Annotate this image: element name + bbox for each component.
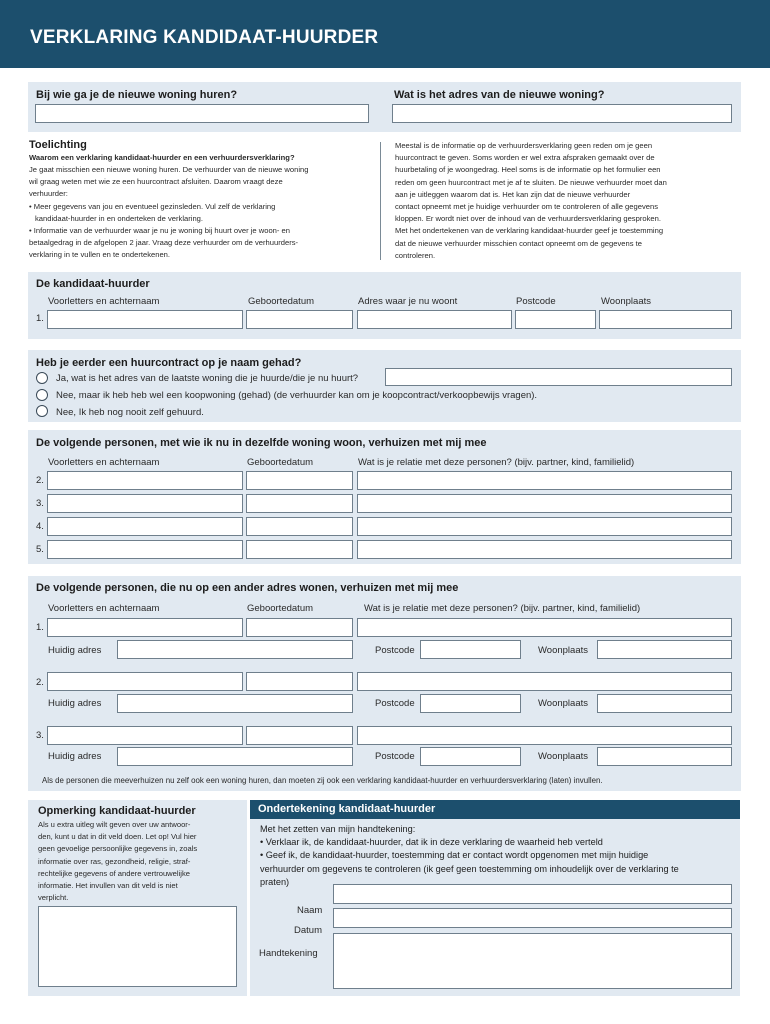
signature-name-label: Naam bbox=[297, 905, 323, 916]
other-person-city-field[interactable] bbox=[597, 640, 732, 659]
other-person-address-field[interactable] bbox=[117, 747, 353, 766]
other-col-name: Voorletters en achternaam bbox=[48, 603, 160, 614]
cohabitant-birthdate-field[interactable] bbox=[246, 494, 353, 513]
other-person-address-label: Huidig adres bbox=[48, 645, 102, 656]
toelichting-left-line: verklaring in te vullen en te ondertekenen. bbox=[29, 250, 170, 260]
cohabitant-relation-field[interactable] bbox=[357, 471, 732, 490]
other-person-relation-field[interactable] bbox=[357, 618, 732, 637]
cohabitant-relation-field[interactable] bbox=[357, 494, 732, 513]
previous-contract-never-radio[interactable] bbox=[36, 405, 48, 417]
new-landlord-field[interactable] bbox=[35, 104, 369, 123]
toelichting-right-line: dat de nieuwe verhuurder misschien contact opneemt om de gegevens te bbox=[395, 238, 642, 248]
other-person-name-field[interactable] bbox=[47, 726, 243, 745]
other-col-relation: Wat is je relatie met deze personen? (bijv. partner, kind, familielid) bbox=[364, 603, 641, 614]
cohabitants-col-name: Voorletters en achternaam bbox=[48, 457, 160, 468]
remark-line: verplicht. bbox=[38, 893, 69, 903]
other-person-city-label: Woonplaats bbox=[538, 698, 588, 709]
remark-line: informatie. Het invullen van dit veld is niet bbox=[38, 881, 178, 891]
column-divider bbox=[380, 142, 381, 260]
other-person-relation-field[interactable] bbox=[357, 672, 732, 691]
signature-line: Met het zetten van mijn handtekening: bbox=[260, 824, 416, 834]
other-person-birthdate-field[interactable] bbox=[246, 618, 353, 637]
remark-instructions bbox=[38, 819, 244, 904]
toelichting-subtitle: Waarom een verklaring kandidaat-huurder en een verhuurdersverklaring? bbox=[29, 153, 295, 162]
other-person-postcode-field[interactable] bbox=[420, 640, 521, 659]
page-title: VERKLARING KANDIDAAT-HUURDER bbox=[30, 27, 379, 48]
other-address-title: De volgende personen, die nu op een ander adres wonen, verhuizen met mij mee bbox=[36, 582, 459, 594]
toelichting-right-text bbox=[395, 140, 735, 262]
new-landlord-question: Bij wie ga je de nieuwe woning huren? bbox=[36, 89, 238, 101]
other-person-postcode-field[interactable] bbox=[420, 747, 521, 766]
toelichting-left-line: Je gaat misschien een nieuwe woning huren. De verhuurder van de nieuwe woning bbox=[29, 165, 309, 174]
remark-line: geen gevoelige persoonlijke gegevens in, zoals bbox=[38, 844, 198, 854]
cohabitant-name-field[interactable] bbox=[47, 540, 243, 559]
other-person-birthdate-field[interactable] bbox=[246, 726, 353, 745]
signature-label: Handtekening bbox=[259, 948, 318, 959]
toelichting-right-line: controleren. bbox=[395, 250, 436, 260]
remark-field[interactable] bbox=[38, 906, 237, 987]
kandidaat-postcode-field[interactable] bbox=[515, 310, 596, 329]
other-person-address-label: Huidig adres bbox=[48, 698, 102, 709]
signature-date-field[interactable] bbox=[333, 908, 732, 928]
other-person-postcode-label: Postcode bbox=[375, 698, 415, 709]
toelichting-right-line: kloppen. Er wordt niet over de inhoud van de verhuurdersverklaring gesproken. bbox=[395, 214, 661, 224]
previous-contract-title: Heb je eerder een huurcontract op je naam gehad? bbox=[36, 357, 302, 369]
other-person-address-label: Huidig adres bbox=[48, 751, 102, 762]
toelichting-left-line: betaalgedrag in de afgelopen 2 jaar. Vraag deze verhuurder om de verhuurders- bbox=[29, 238, 299, 248]
previous-contract-owner-radio[interactable] bbox=[36, 389, 48, 401]
cohabitant-name-field[interactable] bbox=[47, 494, 243, 513]
previous-contract-never-label: Nee, Ik heb nog nooit zelf gehuurd. bbox=[56, 407, 204, 418]
kandidaat-birthdate-field[interactable] bbox=[246, 310, 353, 329]
toelichting-right-line: huurbetaling of je woongedrag. Heel soms is de informatie op het formulier een bbox=[395, 165, 661, 175]
other-person-address-field[interactable] bbox=[117, 640, 353, 659]
row-number: 4. bbox=[36, 521, 44, 532]
other-person-postcode-label: Postcode bbox=[375, 645, 415, 656]
cohabitant-name-field[interactable] bbox=[47, 517, 243, 536]
toelichting-title: Toelichting bbox=[29, 139, 87, 151]
toelichting-left-line: wil graag weten met wie ze een huurcontract afsluiten. Daarom vraagt deze bbox=[29, 177, 283, 187]
kandidaat-col-address: Adres waar je nu woont bbox=[358, 296, 458, 307]
kandidaat-col-name: Voorletters en achternaam bbox=[48, 296, 160, 307]
previous-contract-owner-label: Nee, maar ik heb heb wel een koopwoning (gehad) (de verhuurder kan om je koopcontract/verkoopbewijs vragen). bbox=[56, 390, 538, 401]
remark-line: Als u extra uitleg wilt geven over uw antwoor- bbox=[38, 820, 191, 829]
remark-line: den, kunt u dat in dit veld doen. Let op! Vul hier bbox=[38, 832, 197, 842]
other-person-birthdate-field[interactable] bbox=[246, 672, 353, 691]
toelichting-left-line: • Meer gegevens van jou en eventueel gezinsleden. Vul zelf de verklaring bbox=[29, 201, 276, 211]
cohabitant-birthdate-field[interactable] bbox=[246, 471, 353, 490]
other-person-postcode-field[interactable] bbox=[420, 694, 521, 713]
other-address-note: Als de personen die meeverhuizen nu zelf ook een woning huren, dan moeten zij ook een verklaring kandidaat-huurder en verhuurdersverklaring (laten) invullen. bbox=[42, 776, 603, 785]
row-number: 5. bbox=[36, 544, 44, 555]
signature-field[interactable] bbox=[333, 933, 732, 989]
signature-date-label: Datum bbox=[294, 925, 322, 936]
other-person-postcode-label: Postcode bbox=[375, 751, 415, 762]
previous-address-field[interactable] bbox=[385, 368, 732, 386]
remark-line: informatie over ras, gezondheid, religie, straf- bbox=[38, 856, 191, 866]
other-person-city-label: Woonplaats bbox=[538, 751, 588, 762]
previous-contract-yes-label: Ja, wat is het adres van de laatste woning die je huurde/die je nu huurt? bbox=[56, 373, 359, 384]
kandidaat-address-field[interactable] bbox=[357, 310, 512, 329]
cohabitant-name-field[interactable] bbox=[47, 471, 243, 490]
signature-line: praten) bbox=[260, 876, 290, 887]
signature-title: Ondertekening kandidaat-huurder bbox=[258, 803, 436, 815]
cohabitant-birthdate-field[interactable] bbox=[246, 517, 353, 536]
cohabitants-col-birth: Geboortedatum bbox=[247, 457, 314, 468]
cohabitant-relation-field[interactable] bbox=[357, 540, 732, 559]
toelichting-right-line: contact opneemt met je huidige verhuurder om te controleren of alle gegevens bbox=[395, 202, 658, 212]
toelichting-right-line: Meestal is de informatie op de verhuurdersverklaring geen reden om je geen bbox=[395, 141, 653, 150]
other-person-city-label: Woonplaats bbox=[538, 645, 588, 656]
toelichting-left-line: kandidaat-huurder in en onderteken de verklaring. bbox=[35, 213, 204, 223]
toelichting-right-line: aan je uitleggen waarom dat is. Het kan zijn dat de nieuwe verhuurder bbox=[395, 189, 631, 199]
cohabitant-birthdate-field[interactable] bbox=[246, 540, 353, 559]
other-person-address-field[interactable] bbox=[117, 694, 353, 713]
new-address-question: Wat is het adres van de nieuwe woning? bbox=[394, 89, 605, 101]
toelichting-right-line: Met het ondertekenen van de verklaring kandidaat-huurder geef je toestemming bbox=[395, 226, 664, 236]
other-person-city-field[interactable] bbox=[597, 694, 732, 713]
cohabitants-title: De volgende personen, met wie ik nu in dezelfde woning woon, verhuizen met mij mee bbox=[36, 437, 487, 449]
signature-line: verhuurder om gegevens te controleren (ik geef geen toestemming om inhoudelijk over de verklaring te bbox=[260, 863, 679, 874]
other-col-birth: Geboortedatum bbox=[247, 603, 314, 614]
other-person-name-field[interactable] bbox=[47, 672, 243, 691]
other-person-relation-field[interactable] bbox=[357, 726, 732, 745]
signature-name-field[interactable] bbox=[333, 884, 732, 904]
signature-line: • Geef ik, de kandidaat-huurder, toestemming dat er contact wordt opgenomen met mijn huidige bbox=[260, 850, 649, 861]
remark-title: Opmerking kandidaat-huurder bbox=[38, 805, 196, 817]
signature-line: • Verklaar ik, de kandidaat-huurder, dat ik in deze verklaring de waarheid heb verteld bbox=[260, 837, 603, 848]
kandidaat-col-birth: Geboortedatum bbox=[248, 296, 315, 307]
kandidaat-col-postcode: Postcode bbox=[516, 296, 556, 307]
row-number: 3. bbox=[36, 730, 44, 741]
kandidaat-title: De kandidaat-huurder bbox=[36, 278, 150, 290]
other-person-city-field[interactable] bbox=[597, 747, 732, 766]
row-number: 2. bbox=[36, 677, 44, 688]
kandidaat-name-field[interactable] bbox=[47, 310, 243, 329]
kandidaat-city-field[interactable] bbox=[599, 310, 732, 329]
row-number: 2. bbox=[36, 475, 44, 486]
row-number: 1. bbox=[36, 313, 44, 324]
remark-line: rechtelijke gegevens of andere vertrouwelijke bbox=[38, 868, 190, 878]
kandidaat-col-city: Woonplaats bbox=[601, 296, 651, 307]
cohabitants-col-relation: Wat is je relatie met deze personen? (bijv. partner, kind, familielid) bbox=[358, 457, 635, 468]
toelichting-right-line: huurcontract te geven. Soms worden er wel extra afspraken gemaakt over de bbox=[395, 153, 655, 163]
previous-contract-yes-radio[interactable] bbox=[36, 372, 48, 384]
toelichting-right-line: reden om geen huurcontract met je af te sluiten. De nieuwe verhuurder moet dan bbox=[395, 177, 667, 187]
cohabitant-relation-field[interactable] bbox=[357, 517, 732, 536]
row-number: 1. bbox=[36, 622, 44, 633]
new-address-field[interactable] bbox=[392, 104, 732, 123]
toelichting-left-text bbox=[29, 164, 375, 262]
other-person-name-field[interactable] bbox=[47, 618, 243, 637]
signature-statement bbox=[260, 823, 735, 889]
row-number: 3. bbox=[36, 498, 44, 509]
toelichting-left-line: • Informatie van de verhuurder waar je nu je woning bij huurt over je woon- en bbox=[29, 226, 290, 236]
toelichting-left-line: verhuurder: bbox=[29, 189, 68, 199]
